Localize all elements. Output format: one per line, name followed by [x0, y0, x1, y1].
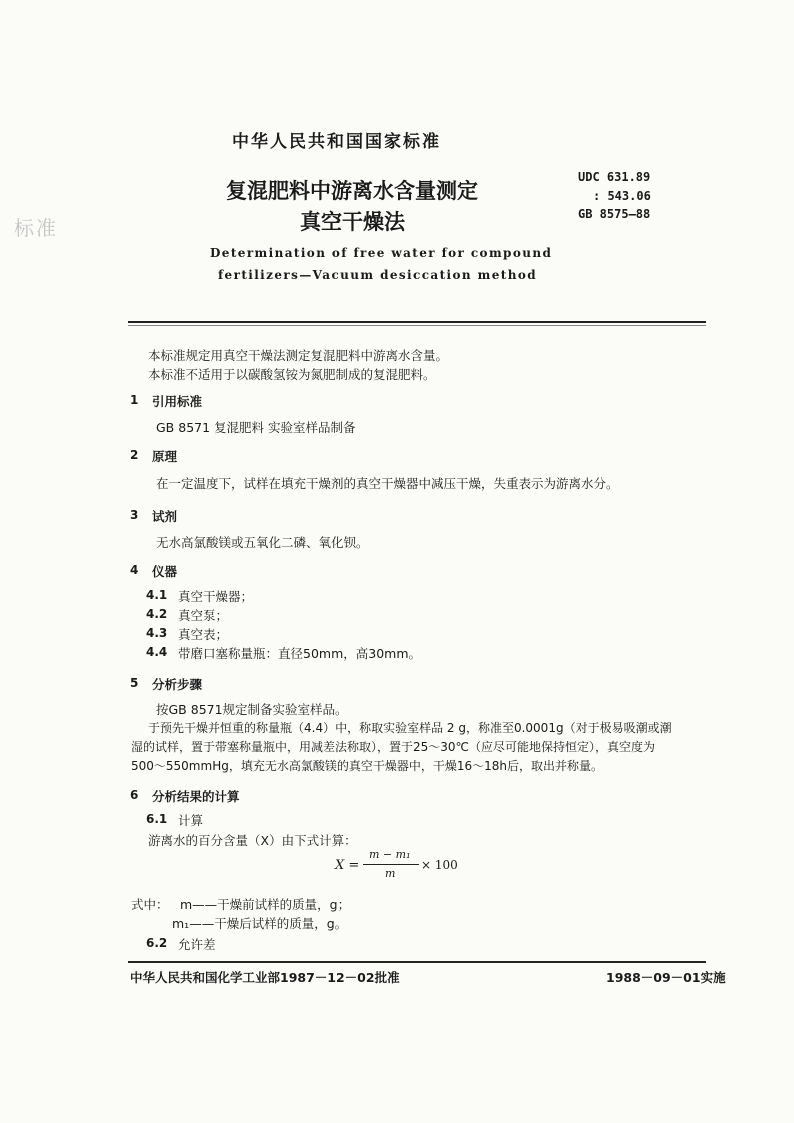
- where-m: m——干燥前试样的质量，g；: [180, 897, 351, 912]
- section-6-number: 6: [130, 788, 139, 802]
- header-rule: [128, 321, 706, 323]
- section-4-number: 4: [130, 563, 139, 577]
- section-5-line4: 500～550mmHg，填充无水高氯酸镁的真空干燥器中，干燥16～18h后，取出并称量。: [131, 759, 603, 773]
- section-2-body: 在一定温度下，试样在填充干燥剂的真空干燥器中减压干燥，失重表示为游离水分。: [156, 476, 619, 491]
- english-title-line1: Determination of free water for compound: [210, 246, 553, 260]
- intro-line2: 本标准不适用于以碳酸氢铵为氮肥制成的复混肥料。: [148, 367, 436, 382]
- item-6-2-number: 6.2: [146, 936, 168, 950]
- item-6-1-title: 计算: [178, 813, 204, 828]
- item-6-1-number: 6.1: [146, 812, 168, 826]
- implementation-date: 1988－09－01实施: [606, 970, 726, 985]
- formula-intro: 游离水的百分含量（X）由下式计算：: [148, 833, 357, 848]
- item-4-3-number: 4.3: [146, 626, 168, 640]
- document-title: 复混肥料中游离水含量测定: [226, 179, 478, 203]
- item-4-4-number: 4.4: [146, 645, 168, 659]
- udc-code: UDC 631.89: [578, 170, 651, 184]
- section-1-number: 1: [130, 393, 139, 407]
- national-standard-heading: 中华人民共和国国家标准: [232, 132, 441, 152]
- section-1-body: GB 8571 复混肥料 实验室样品制备: [156, 420, 356, 435]
- section-2-title: 原理: [152, 449, 178, 464]
- header-rule-thin: [128, 325, 706, 326]
- item-6-2-title: 允许差: [178, 937, 216, 952]
- formula-tail: × 100: [421, 858, 458, 872]
- approval-date: 中华人民共和国化学工业部1987－12－02批准: [130, 970, 400, 985]
- intro-line1: 本标准规定用真空干燥法测定复混肥料中游离水含量。: [148, 348, 449, 363]
- item-4-3-text: 真空表；: [178, 627, 229, 642]
- fraction-bar: [363, 864, 419, 865]
- document-subtitle: 真空干燥法: [300, 210, 405, 234]
- english-title-line2: fertilizers—Vacuum desiccation method: [218, 268, 538, 282]
- section-6-title: 分析结果的计算: [152, 789, 240, 804]
- section-3-body: 无水高氯酸镁或五氧化二磷、氧化钡。: [156, 535, 369, 550]
- section-1-title: 引用标准: [152, 394, 203, 409]
- where-m1: m₁——干燥后试样的质量，g。: [172, 916, 348, 931]
- item-4-1-text: 真空干燥器；: [178, 589, 254, 604]
- gb-code: GB 8575—88: [578, 207, 651, 221]
- item-4-1-number: 4.1: [146, 588, 168, 602]
- footer-rule: [128, 961, 706, 963]
- item-4-4-text: 带磨口塞称量瓶：直径50mm，高30mm。: [178, 646, 422, 661]
- formula: [335, 848, 465, 884]
- watermark-stamp: 标准: [14, 216, 58, 240]
- formula-numerator: m − m₁: [369, 848, 411, 861]
- section-5-number: 5: [130, 676, 139, 690]
- formula-lhs: X =: [335, 858, 360, 873]
- section-5-line2: 于预先干燥并恒重的称量瓶（4.4）中，称取实验室样品 2 g，称准至0.0001g（对于极易吸潮或潮: [148, 721, 672, 735]
- section-5-line3: 湿的试样，置于带塞称量瓶中，用减差法称取），置于25～30℃（应尽可能地保持恒定），真空度为: [131, 740, 656, 754]
- udc-code-continued: : 543.06: [593, 189, 651, 203]
- where-label: 式中：: [131, 897, 169, 912]
- section-3-title: 试剂: [152, 509, 178, 524]
- item-4-2-number: 4.2: [146, 607, 168, 621]
- section-5-line1: 按GB 8571规定制备实验室样品。: [156, 702, 348, 717]
- section-2-number: 2: [130, 448, 139, 462]
- item-4-2-text: 真空泵；: [178, 608, 229, 623]
- section-5-title: 分析步骤: [152, 677, 203, 692]
- section-3-number: 3: [130, 508, 139, 522]
- formula-denominator: m: [385, 867, 396, 880]
- section-4-title: 仪器: [152, 564, 178, 579]
